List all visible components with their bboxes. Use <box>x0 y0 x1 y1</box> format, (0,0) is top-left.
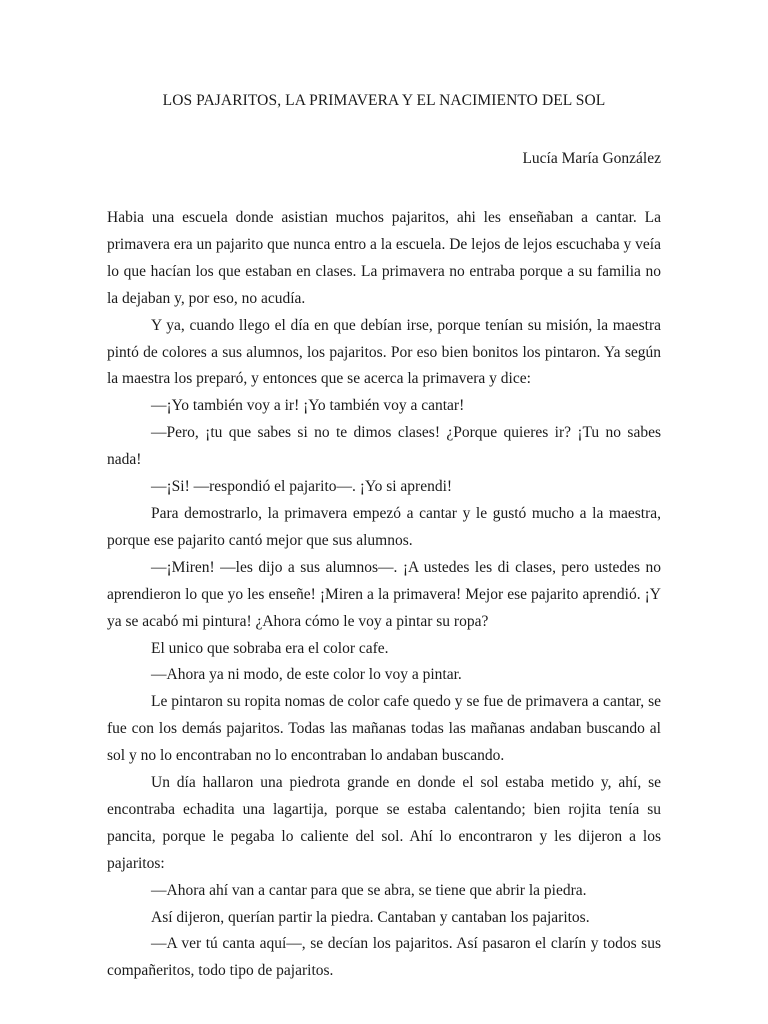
paragraph: Un día hallaron una piedrota grande en donde el sol estaba metido y, ahí, se encontraba echadita una lagartija, porque se estaba calentando; bien rojita tenía su pancita, porque le pegaba lo caliente del sol. Ahí lo encontraron y les dijeron a los pajaritos: <box>107 774 661 872</box>
paragraph: Así dijeron, querían partir la piedra. Cantaban y cantaban los pajaritos. <box>151 908 590 926</box>
paragraph: —Pero, ¡tu que sabes si no te dimos clases! ¿Porque quieres ir? ¡Tu no sabes nada! <box>107 424 661 469</box>
paragraph: Y ya, cuando llego el día en que debían irse, porque tenían su misión, la maestra pintó de colores a sus alumnos, los pajaritos. Por eso bien bonitos los pintaron. Ya según la maestra los preparó, y entonces que se acerca la primavera y dice: <box>107 316 661 388</box>
author-name: Lucía María González <box>522 150 661 167</box>
paragraph: El unico que sobraba era el color cafe. <box>151 639 389 657</box>
paragraph: —¡Yo también voy a ir! ¡Yo también voy a cantar! <box>151 397 465 415</box>
paragraph: —¡Si! —respondió el pajarito—. ¡Yo si aprendi! <box>151 478 453 496</box>
paragraph: —¡Miren! —les dijo a sus alumnos—. ¡A ustedes les di clases, pero ustedes no aprendieron lo que yo les enseñe! ¡Miren a la primavera! Mejor ese pajarito aprendió. ¡Y ya se acabó mi pintura! ¿Ahora cómo le voy a pintar su ropa? <box>107 558 661 630</box>
paragraph: Le pintaron su ropita nomas de color cafe quedo y se fue de primavera a cantar, se fue con los demás pajaritos. Todas las mañanas todas las mañanas andaban buscando al sol y no lo encontraban no lo encontraban lo andaban buscando. <box>107 693 661 765</box>
story-title: LOS PAJARITOS, LA PRIMAVERA Y EL NACIMIENTO DEL SOL <box>162 92 606 109</box>
story-body <box>107 205 661 985</box>
paragraph: Para demostrarlo, la primavera empezó a cantar y le gustó mucho a la maestra, porque ese pajarito cantó mejor que sus alumnos. <box>107 504 661 549</box>
paragraph: —Ahora ya ni modo, de este color lo voy a pintar. <box>151 666 462 684</box>
paragraph: —Ahora ahí van a cantar para que se abra, se tiene que abrir la piedra. <box>151 881 587 899</box>
paragraph: —A ver tú canta aquí—, se decían los pajaritos. Así pasaron el clarín y todos sus compañeritos, todo tipo de pajaritos. <box>107 935 661 980</box>
paragraph: Habia una escuela donde asistian muchos pajaritos, ahi les enseñaban a cantar. La primavera era un pajarito que nunca entro a la escuela. De lejos de lejos escuchaba y veía lo que hacían los que estaban en clases. La primavera no entraba porque a su familia no la dejaban y, por eso, no acudía. <box>107 209 661 307</box>
